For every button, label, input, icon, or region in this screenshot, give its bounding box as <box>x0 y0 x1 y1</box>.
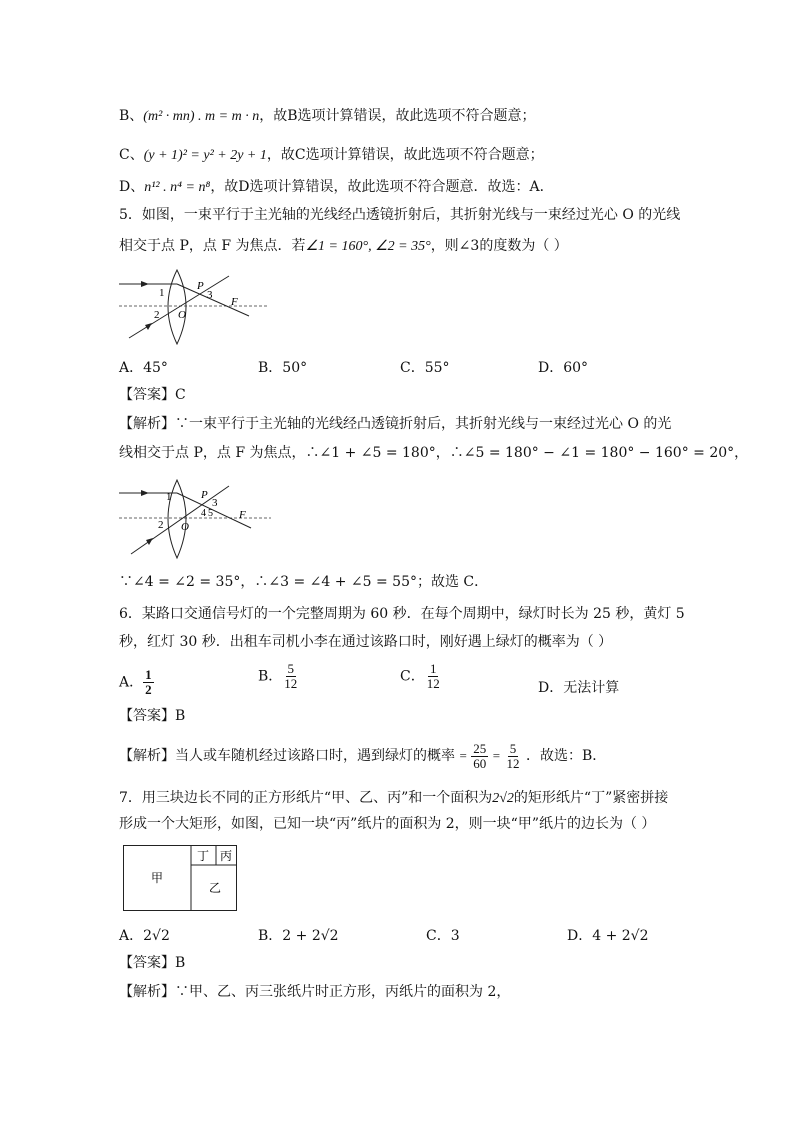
q5-explanation-line3: ∵∠4 = ∠2 = 35°，∴∠3 = ∠4 + ∠5 = 55°；故选 C． <box>119 574 489 590</box>
line-c-prefix: C、 <box>119 147 144 163</box>
line-c <box>119 145 544 166</box>
q5-lens-figure <box>119 268 269 348</box>
q5-fig-label-2: 2 <box>154 309 160 321</box>
q6-option-a-fraction <box>143 668 154 697</box>
q6-answer: 【答案】B <box>119 708 186 724</box>
q6-option-a <box>119 668 154 697</box>
q5-expl-fig-label-f: F <box>239 509 246 521</box>
q5-line2-math: ∠1 = 160°, ∠2 = 35° <box>305 239 431 254</box>
line-d <box>119 177 554 198</box>
line-d-math: n¹² . n⁴ = n⁸ <box>144 180 211 195</box>
q6-explanation-eq2: = <box>492 748 501 763</box>
q5-line2-a: 相交于点 P，点 F 为焦点．若 <box>119 238 306 254</box>
q7-option-b: B．2 + 2√2 <box>258 928 339 944</box>
q6-explanation-eq1: = <box>459 748 467 763</box>
q7-line1-a: 7．用三块边长不同的正方形纸片“甲、乙、丙”和一个面积为 <box>119 790 493 806</box>
q7-fig-yi: 乙 <box>209 881 222 895</box>
q6-option-c <box>400 662 442 691</box>
q6-option-b-label: B． <box>258 668 283 685</box>
q7-option-c: C．3 <box>426 928 460 944</box>
q7-rectangle-figure <box>123 845 238 912</box>
q6-option-b-den: 12 <box>284 676 298 691</box>
q5-fig-label-o: O <box>178 309 186 321</box>
q6-expl-f2-den: 12 <box>506 755 520 771</box>
q7-fig-bing: 丙 <box>220 849 233 863</box>
q6-explanation-fraction1 <box>471 742 488 771</box>
q5-expl-fig-label-p: P <box>201 489 208 501</box>
q5-fig-label-p: P <box>197 280 204 292</box>
line-c-math: (y + 1)² = y² + 2y + 1 <box>143 148 267 163</box>
q6-option-a-label: A． <box>119 674 144 691</box>
q7-option-d: D．4 + 2√2 <box>567 928 649 944</box>
q5-option-a: A．45° <box>119 360 168 376</box>
q5-answer: 【答案】C <box>119 387 186 403</box>
q6-option-c-fraction <box>425 662 442 691</box>
line-b-prefix: B、 <box>119 108 144 124</box>
q6-expl-f2-num: 5 <box>509 740 517 756</box>
q6-option-b <box>258 662 299 691</box>
q5-line1: 5．如图，一束平行于主光轴的光线经凸透镜折射后，其折射光线与一束经过光心 O 的光线 <box>119 207 681 223</box>
q7-option-a: A．2√2 <box>119 928 170 944</box>
q5-option-b: B．50° <box>258 360 308 376</box>
q6-option-c-den: 12 <box>426 676 440 691</box>
q6-explanation-text: 【解析】当人或车随机经过该路口时，遇到绿灯的概率 <box>119 748 455 764</box>
q6-option-b-num: 5 <box>287 661 295 676</box>
q7-line1-b: 的矩形纸片“丁”紧密拼接 <box>513 790 669 806</box>
q5-fig-label-3: 3 <box>207 289 213 301</box>
line-b-math: (m² · mn) . m = m · n <box>143 109 260 124</box>
q6-explanation <box>119 736 606 776</box>
q6-explanation-end: ．故选：B． <box>525 748 607 764</box>
q5-fig-label-1: 1 <box>159 287 165 299</box>
q5-line2-b: ，则∠3的度数为（ ） <box>430 238 568 254</box>
q5-option-d: D．60° <box>538 360 589 376</box>
q5-expl-fig-label-1: 1 <box>166 491 172 503</box>
q5-option-c: C．55° <box>400 360 450 376</box>
q7-line1 <box>119 788 668 809</box>
q5-explanation-line1: 【解析】∵一束平行于主光轴的光线经凸透镜折射后，其折射光线与一束经过光心 O 的光 <box>119 416 672 432</box>
q5-fig-label-f: F <box>231 296 238 308</box>
q7-line2: 形成一个大矩形，如图，已知一块“丙”纸片的面积为 2，则一块“甲”纸片的边长为（ ） <box>119 816 656 832</box>
q6-expl-f1-num: 25 <box>473 740 487 756</box>
q5-explanation-figure <box>119 478 271 560</box>
q6-expl-f1-den: 60 <box>473 755 487 771</box>
q6-line1: 6．某路口交通信号灯的一个完整周期为 60 秒．在每个周期中，绿灯时长为 25 秒，黄灯 5 <box>119 606 685 622</box>
q5-line2 <box>119 236 568 257</box>
q6-option-a-num: 1 <box>145 667 152 682</box>
line-d-text: ，故D选项计算错误，故此选项不符合题意．故选：A． <box>210 179 554 195</box>
q7-answer: 【答案】B <box>119 955 186 971</box>
q7-fig-jia: 甲 <box>151 871 164 885</box>
line-c-text: ，故C选项计算错误，故此选项不符合题意； <box>266 147 544 163</box>
q5-explanation-line2: 线相交于点 P，点 F 为焦点，∴∠1 + ∠5 = 180°，∴∠5 = 180° − ∠1 = 180° − 160° = 20°， <box>119 445 749 461</box>
q7-explanation: 【解析】∵甲、乙、丙三张纸片时正方形，丙纸片的面积为 2， <box>119 984 511 1000</box>
q5-expl-fig-label-3: 3 <box>212 497 218 509</box>
q5-expl-fig-label-2: 2 <box>158 519 164 531</box>
line-b-text: ，故B选项计算错误，故此选项不符合题意； <box>259 108 536 124</box>
q6-option-a-den: 2 <box>145 682 152 697</box>
q5-expl-fig-label-4: 4 <box>201 508 206 519</box>
q6-explanation-fraction2 <box>505 742 522 771</box>
q6-option-c-num: 1 <box>429 661 437 676</box>
q7-line1-math: 2√2 <box>492 791 514 806</box>
line-b <box>119 106 536 127</box>
q5-expl-fig-label-o: O <box>181 521 189 533</box>
q6-option-c-label: C． <box>400 668 425 685</box>
q6-option-b-fraction <box>282 662 299 691</box>
q7-fig-ding: 丁 <box>197 849 210 863</box>
q5-expl-fig-label-5: 5 <box>208 508 213 519</box>
q6-option-d: D．无法计算 <box>538 680 620 696</box>
line-d-prefix: D、 <box>119 179 145 195</box>
q6-line2: 秒，红灯 30 秒．出租车司机小李在通过该路口时，刚好遇上绿灯的概率为（ ） <box>119 634 613 650</box>
